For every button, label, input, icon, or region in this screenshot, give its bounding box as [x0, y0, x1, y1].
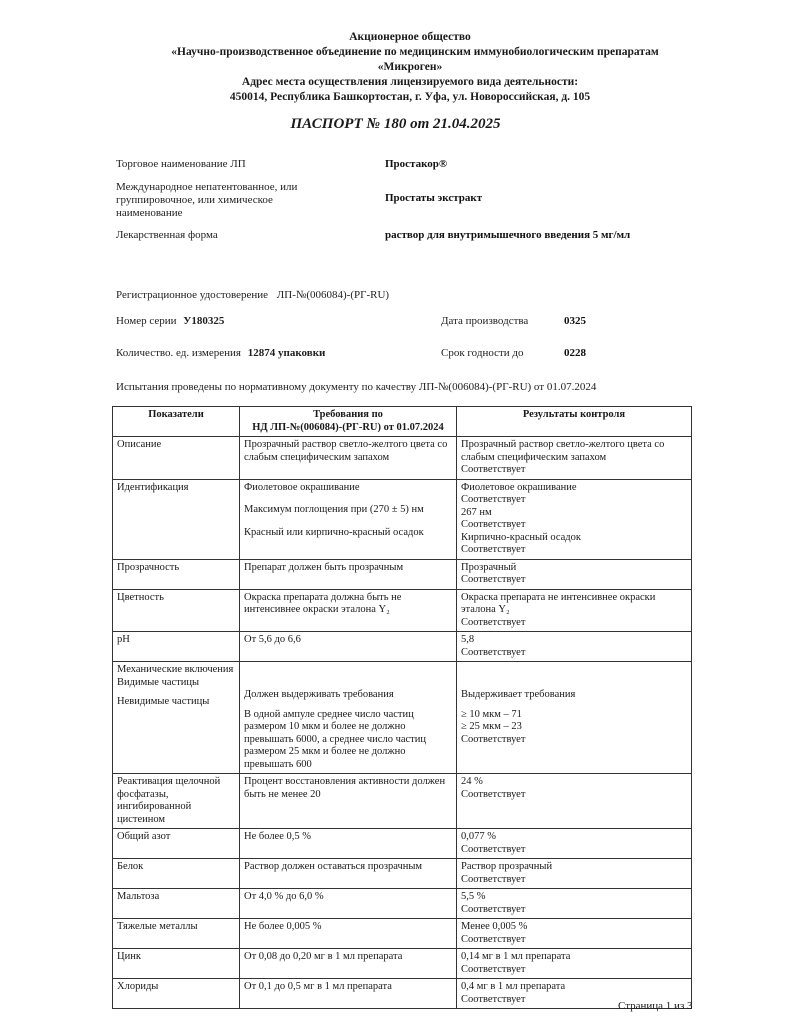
quality-table [112, 406, 692, 1009]
table-row [113, 559, 692, 589]
requirement-text: Должен выдерживать требования [244, 689, 394, 700]
quantity-value: 12874 упаковки [247, 347, 326, 359]
table-row [113, 632, 692, 662]
table-row [113, 859, 692, 889]
table-row [113, 662, 692, 774]
col-indicators-header: Показатели [113, 407, 240, 437]
row-name-text: Механические включения [117, 664, 234, 675]
row-name: pH [113, 632, 240, 662]
row-name: Тяжелые металлы [113, 919, 240, 949]
result-verdict: Соответствует [461, 494, 526, 505]
result-text: 5,5 % [461, 891, 486, 902]
requirement-text: Красный или кирпично-красный осадок [244, 526, 424, 538]
row-result [457, 889, 692, 919]
registration-number: ЛП-№(006084)-(РГ-RU) [276, 289, 390, 301]
row-requirement: От 5,6 до 6,6 [240, 632, 457, 662]
result-text: 0,14 мг в 1 мл препарата [461, 951, 571, 962]
col-requirements-header [240, 407, 457, 437]
table-row [113, 889, 692, 919]
address-caption: Адрес места осуществления лицензируемого вида деятельности: [241, 76, 579, 88]
expiry-label: Срок годности до [441, 347, 524, 359]
row-result [457, 859, 692, 889]
row-name: Белок [113, 859, 240, 889]
row-requirement: От 4,0 % до 6,0 % [240, 889, 457, 919]
row-requirement: Прозрачный раствор светло-желтого цвета со слабым специфическим запахом [240, 437, 457, 480]
row-result [457, 479, 692, 559]
result-verdict: Соответствует [461, 963, 526, 975]
org-type: Акционерное общество [349, 31, 471, 43]
row-name: Идентификация [113, 479, 240, 559]
result-verdict: Соответствует [461, 993, 526, 1005]
result-verdict: Соответствует [461, 616, 526, 628]
row-name: Реактивация щелочной фосфатазы, ингибированной цистеином [113, 774, 240, 829]
row-result [457, 589, 692, 632]
row-name: Описание [113, 437, 240, 480]
series-number: У180325 [183, 315, 225, 327]
result-verdict: Соответствует [461, 788, 526, 800]
registration-label [116, 289, 389, 302]
result-verdict: Соответствует [461, 843, 526, 855]
result-text: Прозрачный раствор светло-желтого цвета со слабым специфическим запахом [461, 439, 665, 463]
org-short-name: «Микроген» [377, 61, 443, 73]
result-text: ≥ 25 мкм – 23 [461, 721, 522, 732]
row-requirement [240, 479, 457, 559]
result-verdict: Соответствует [461, 574, 526, 585]
inn-label: Международное непатентованное, или группировочное, или химическое наименование [116, 181, 298, 219]
col-requirements-line1: Требования по [313, 409, 383, 420]
quantity-label [116, 347, 325, 360]
col-requirements-line2: НД ЛП-№(006084)-(РГ-RU) от 01.07.2024 [252, 421, 444, 433]
production-date-value: 0325 [564, 315, 586, 327]
result-text: Фиолетовое окрашивание [461, 481, 577, 493]
result-text: Раствор прозрачный [461, 861, 553, 872]
row-requirement: От 0,1 до 0,5 мг в 1 мл препарата [240, 979, 457, 1009]
row-name [113, 662, 240, 774]
requirement-text: Максимум поглощения при (270 ± 5) нм [244, 504, 424, 515]
result-verdict: Соответствует [461, 519, 526, 530]
table-row [113, 437, 692, 480]
row-requirement: От 0,08 до 0,20 мг в 1 мл препарата [240, 949, 457, 979]
tests-note: Испытания проведены по нормативному документу по качеству ЛП-№(006084)-(РГ-RU) от 01.07.2024 [116, 381, 597, 393]
table-row [113, 979, 692, 1009]
result-text: Менее 0,005 % [461, 921, 528, 932]
row-requirement: Окраска препарата должна быть не интенсивнее окраски эталона Y₂ [240, 589, 457, 632]
requirement-text: В одной ампуле среднее число частиц размером 10 мкм и более не должно превышать 6000, а среднее число частиц размером 25 мкм и более не должно превышать 600 [244, 708, 426, 770]
row-requirement: Не более 0,5 % [240, 829, 457, 859]
registration-caption: Регистрационное удостоверение [116, 289, 269, 301]
trade-name-value: Простакор® [385, 158, 448, 170]
row-result [457, 662, 692, 774]
row-result [457, 437, 692, 480]
result-text: 267 нм [461, 506, 492, 518]
row-result [457, 559, 692, 589]
org-name: «Научно-производственное объединение по медицинским иммунобиологическим препаратам [171, 46, 659, 58]
row-requirement: Препарат должен быть прозрачным [240, 559, 457, 589]
result-text: Выдерживает требования [461, 689, 576, 700]
table-row [113, 774, 692, 829]
result-text: Кирпично-красный осадок [461, 531, 582, 543]
row-name: Цинк [113, 949, 240, 979]
row-result [457, 919, 692, 949]
row-name-text: Невидимые частицы [117, 696, 210, 707]
row-result [457, 632, 692, 662]
result-text: 0,4 мг в 1 мл препарата [461, 981, 566, 992]
row-name: Прозрачность [113, 559, 240, 589]
result-verdict: Соответствует [461, 733, 526, 745]
address: 450014, Республика Башкортостан, г. Уфа, ул. Новороссийская, д. 105 [229, 91, 591, 103]
org-header [150, 30, 670, 105]
result-text: 24 % [461, 776, 483, 787]
series-label [116, 315, 224, 328]
row-name-text: Видимые частицы [117, 676, 200, 688]
series-caption: Номер серии [116, 315, 177, 327]
result-verdict: Соответствует [461, 903, 526, 915]
requirement-text: Фиолетовое окрашивание [244, 481, 360, 493]
row-requirement: Процент восстановления активности должен быть не менее 20 [240, 774, 457, 829]
result-text: Окраска препарата не интенсивнее окраски эталона Y₂ [461, 591, 656, 615]
form-label: Лекарственная форма [116, 229, 218, 241]
col-results-header: Результаты контроля [457, 407, 692, 437]
result-verdict: Соответствует [461, 464, 526, 475]
table-row [113, 949, 692, 979]
result-text: 5,8 [461, 634, 475, 645]
result-text: Прозрачный [461, 561, 517, 573]
table-row [113, 479, 692, 559]
table-row [113, 829, 692, 859]
row-requirement: Раствор должен оставаться прозрачным [240, 859, 457, 889]
row-name: Общий азот [113, 829, 240, 859]
result-verdict: Соответствует [461, 544, 526, 555]
table-header-row [113, 407, 692, 437]
table-row [113, 919, 692, 949]
result-text: 0,077 % [461, 831, 496, 842]
result-verdict: Соответствует [461, 646, 526, 658]
result-verdict: Соответствует [461, 873, 526, 885]
row-name: Цветность [113, 589, 240, 632]
quantity-caption: Количество. ед. измерения [116, 347, 241, 359]
row-name: Мальтоза [113, 889, 240, 919]
row-requirement: Не более 0,005 % [240, 919, 457, 949]
result-verdict: Соответствует [461, 933, 526, 945]
row-name: Хлориды [113, 979, 240, 1009]
inn-value: Простаты экстракт [385, 192, 483, 204]
page-title: ПАСПОРТ № 180 от 21.04.2025 [290, 116, 501, 132]
result-text: ≥ 10 мкм – 71 [461, 708, 522, 720]
table-row [113, 589, 692, 632]
trade-name-label: Торговое наименование ЛП [116, 158, 246, 170]
row-result [457, 774, 692, 829]
row-result [457, 829, 692, 859]
form-value: раствор для внутримышечного введения 5 мг/мл [385, 229, 631, 241]
expiry-value: 0228 [564, 347, 586, 359]
row-requirement [240, 662, 457, 774]
production-date-label: Дата производства [441, 315, 529, 327]
page-number: Страница 1 из 3 [618, 1000, 693, 1012]
row-result [457, 949, 692, 979]
